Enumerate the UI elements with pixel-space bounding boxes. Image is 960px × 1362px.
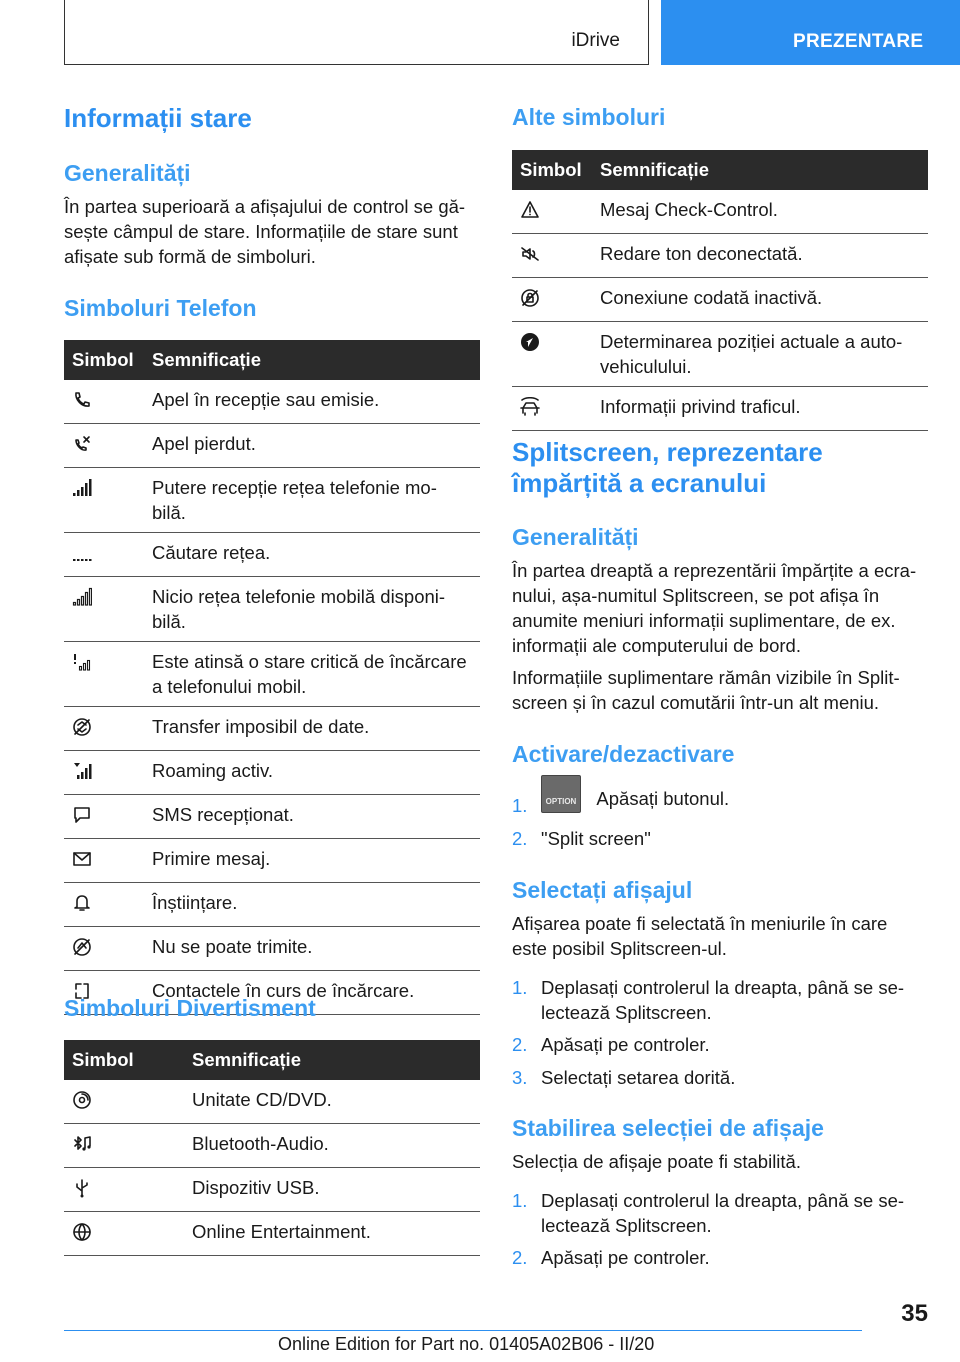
online-entertainment-icon: [72, 1222, 92, 1242]
symbol-cell: [64, 751, 144, 795]
option-button-icon: OPTION: [541, 775, 581, 813]
symbol-cell: [512, 234, 592, 278]
sms-icon: [72, 805, 92, 825]
select-heading: Selectați afișajul: [512, 877, 693, 903]
bluetooth-audio-icon: [72, 1134, 92, 1154]
table-row: [64, 577, 480, 642]
meaning-cell: Transfer imposibil de date.: [144, 707, 480, 751]
missed-call-icon: [72, 434, 92, 454]
symbol-cell: [64, 380, 144, 424]
traffic-icon: [520, 397, 540, 417]
meaning-cell: Contactele în curs de încărcare.: [144, 971, 480, 1015]
select-text: Afișarea poate fi selectată în meniurile în care este posibil Splitscreen-ul.: [512, 913, 888, 959]
split-general-text-2: Informațiile suplimentare rămân vizibile în Split- screen și în cazul comutării într-un alt meniu.: [512, 667, 900, 713]
no-data-transfer-icon: [72, 717, 92, 737]
page-title: Informații stare: [64, 103, 252, 133]
meaning-cell: Determinarea poziției actuale a auto- vehiculului.: [592, 322, 928, 387]
table-row: [64, 380, 480, 424]
general-heading: Generalități: [64, 160, 191, 186]
roaming-icon: [72, 761, 92, 781]
table-row: [64, 1212, 480, 1256]
symbol-cell: [64, 642, 144, 707]
meaning-cell: Putere recepție rețea telefonie mo- bilă.: [144, 468, 480, 533]
meaning-cell: Primire mesaj.: [144, 839, 480, 883]
symbol-cell: [64, 424, 144, 468]
table-row: [64, 1080, 480, 1124]
fix-selection-heading: Stabilirea selecției de afișaje: [512, 1115, 824, 1141]
table-row: [64, 533, 480, 577]
header-tab: PREZENTARE: [661, 0, 960, 65]
meaning-cell: Bluetooth-Audio.: [184, 1124, 480, 1168]
meaning-cell: Online Entertainment.: [184, 1212, 480, 1256]
fix-selection-text: Selecția de afișaje poate fi stabilită.: [512, 1151, 801, 1172]
meaning-cell: Dispozitiv USB.: [184, 1168, 480, 1212]
split-general-text-1: În partea dreaptă a reprezentării împărțite a ecra- nului, așa-numitul Splitscreen, se pot afișa în anumite meniuri informații suplimentare, de ex. informații ale computerului de bord.: [512, 560, 917, 656]
table-row: [64, 468, 480, 533]
footer-divider: [64, 1330, 862, 1331]
table-row: [64, 839, 480, 883]
col-symbol: Simbol: [64, 340, 144, 380]
activate-heading: Activare/dezactivare: [512, 741, 735, 767]
phone-symbols-table: [64, 340, 480, 1015]
col-meaning: Semnificație: [184, 1040, 480, 1080]
table-row: [512, 387, 928, 431]
meaning-cell: Este atinsă o stare critică de încărcare a telefonului mobil.: [144, 642, 480, 707]
symbol-cell: [512, 190, 592, 234]
encrypted-connection-icon: [520, 288, 540, 308]
symbol-cell: [64, 707, 144, 751]
col-symbol: Simbol: [64, 1040, 184, 1080]
header-box: [64, 0, 649, 65]
meaning-cell: Înștiințare.: [144, 883, 480, 927]
symbol-cell: [64, 468, 144, 533]
meaning-cell: Nu se poate trimite.: [144, 927, 480, 971]
meaning-cell: Apel pierdut.: [144, 424, 480, 468]
usb-icon: [72, 1178, 92, 1198]
symbol-cell: [64, 1124, 184, 1168]
meaning-cell: Unitate CD/DVD.: [184, 1080, 480, 1124]
symbol-cell: [64, 1080, 184, 1124]
table-row: [512, 322, 928, 387]
symbol-cell: [512, 322, 592, 387]
warning-icon: [520, 200, 540, 220]
table-row: [64, 707, 480, 751]
table-row: [64, 1168, 480, 1212]
table-row: [64, 751, 480, 795]
symbol-cell: [64, 883, 144, 927]
signal-strength-icon: [72, 478, 92, 498]
symbol-cell: [64, 1168, 184, 1212]
meaning-cell: Căutare rețea.: [144, 533, 480, 577]
splitscreen-heading: Splitscreen, reprezentare împărțită a ecranului: [512, 437, 823, 498]
table-row: [64, 642, 480, 707]
other-symbols-table: [512, 150, 928, 431]
position-icon: [520, 332, 540, 352]
cannot-send-icon: [72, 937, 92, 957]
meaning-cell: Roaming activ.: [144, 751, 480, 795]
meaning-cell: Apel în recepție sau emisie.: [144, 380, 480, 424]
meaning-cell: Nicio rețea telefonie mobilă disponi- bilă.: [144, 577, 480, 642]
table-row: [512, 234, 928, 278]
col-symbol: Simbol: [512, 150, 592, 190]
phone-heading: Simboluri Telefon: [64, 295, 257, 321]
header-section: iDrive: [571, 30, 620, 51]
symbol-cell: [64, 533, 144, 577]
mail-icon: [72, 849, 92, 869]
meaning-cell: Informații privind traficul.: [592, 387, 928, 431]
symbol-cell: [512, 387, 592, 431]
entertainment-heading: Simboluri Divertisment: [64, 995, 316, 1021]
meaning-cell: Conexiune codată inactivă.: [592, 278, 928, 322]
page-number: 35: [901, 1300, 928, 1327]
table-row: [64, 1124, 480, 1168]
symbol-cell: [64, 795, 144, 839]
symbol-cell: [512, 278, 592, 322]
table-row: [512, 190, 928, 234]
meaning-cell: Redare ton deconectată.: [592, 234, 928, 278]
symbol-cell: [64, 927, 144, 971]
footer-edition: Online Edition for Part no. 01405A02B06 - II/20: [278, 1334, 655, 1354]
col-meaning: Semnificație: [144, 340, 480, 380]
symbol-cell: [64, 1212, 184, 1256]
entertainment-symbols-table: [64, 1040, 480, 1256]
meaning-cell: SMS recepționat.: [144, 795, 480, 839]
table-row: [64, 795, 480, 839]
other-symbols-heading: Alte simboluri: [512, 104, 666, 130]
table-row: [64, 424, 480, 468]
col-meaning: Semnificație: [592, 150, 928, 190]
network-search-icon: [72, 543, 92, 563]
mute-icon: [520, 244, 540, 264]
table-row: [64, 927, 480, 971]
symbol-cell: [64, 839, 144, 883]
table-row: [64, 883, 480, 927]
phone-icon: [72, 390, 92, 410]
split-general-heading: Generalități: [512, 524, 639, 550]
cd-icon: [72, 1090, 92, 1110]
bell-icon: [72, 893, 92, 913]
general-text: În partea superioară a afișajului de control se gă- sește câmpul de stare. Informațiile de stare sunt afișate sub formă de simboluri.: [64, 196, 466, 267]
table-row: [512, 278, 928, 322]
meaning-cell: Mesaj Check-Control.: [592, 190, 928, 234]
low-battery-icon: [72, 652, 92, 672]
symbol-cell: [64, 577, 144, 642]
no-network-icon: [72, 587, 92, 607]
